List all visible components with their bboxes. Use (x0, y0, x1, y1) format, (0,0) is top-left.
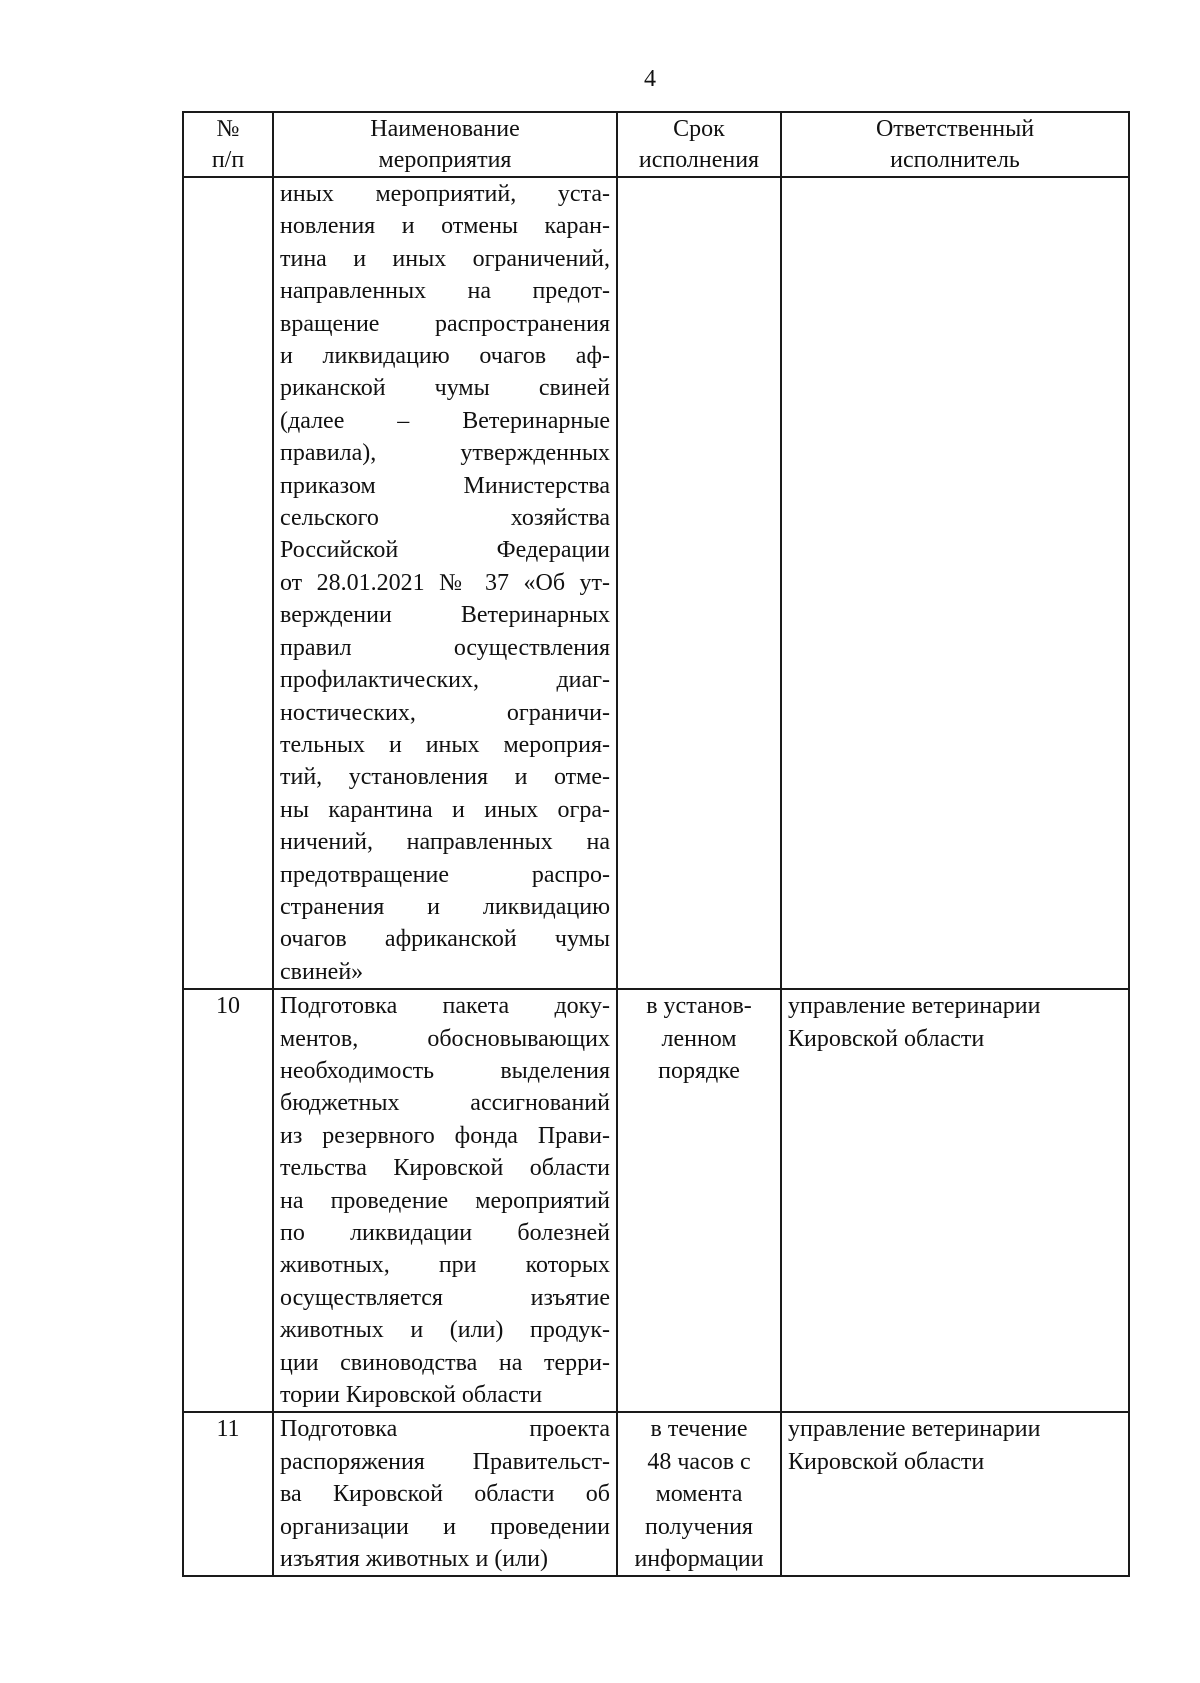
measure-name-line: новления и отмены каран- (280, 213, 610, 240)
deadline (617, 177, 781, 989)
measure-name (273, 177, 617, 989)
row-number (183, 177, 273, 989)
measure-name-line: тельства Кировской области (280, 1155, 610, 1182)
deadline-line: в установ- (646, 993, 752, 1020)
table-row (183, 989, 1129, 1412)
measure-name (273, 989, 617, 1412)
page-number: 4 (644, 66, 656, 92)
measure-name-line: приказом Министерства (280, 472, 610, 499)
measure-name-line: по ликвидации болезней (280, 1220, 610, 1246)
header-term-line: Срок (673, 116, 725, 142)
measure-name-line: странения и ликвидацию (280, 893, 610, 920)
measure-name-line: тории Кировской области (280, 1382, 543, 1409)
measure-name-line: профилактических, диаг- (280, 667, 610, 694)
deadline (617, 1412, 781, 1576)
table-header-row (183, 112, 1129, 177)
measure-name-line: необходимость выделения (280, 1057, 610, 1084)
deadline-line: момента (655, 1481, 743, 1508)
responsible-executor (781, 989, 1129, 1412)
measure-name-line: правила), утвержденных (280, 440, 610, 467)
measure-name-line: сельского хозяйства (280, 505, 610, 532)
measure-name-line: тельных и иных мероприя- (280, 731, 610, 758)
measure-name-line: ностических, ограничи- (280, 699, 610, 726)
responsible-executor-line: Кировской области (788, 1448, 985, 1475)
header-name-line: мероприятия (378, 147, 512, 173)
measure-name-line: животных, при которых (280, 1252, 610, 1279)
header-number-line: № (216, 116, 240, 142)
measure-name-line: Подготовка проекта (280, 1416, 610, 1443)
deadline-line: информации (634, 1546, 764, 1573)
deadline-line: ленном (661, 1025, 737, 1052)
measure-name-line: ментов, обосновывающих (280, 1025, 610, 1052)
responsible-executor-line: управление ветеринарии (788, 1416, 1041, 1443)
measure-name-line: (далее – Ветеринарные (280, 407, 610, 434)
measure-name-line: изъятия животных и (или) (280, 1546, 548, 1573)
measure-name-line: ции свиноводства на терри- (280, 1349, 610, 1376)
measure-name-line: от 28.01.2021 № 37 «Об ут- (280, 569, 610, 596)
responsible-executor-line: управление ветеринарии (788, 993, 1041, 1020)
measure-name-line: ны карантина и иных огра- (280, 796, 610, 823)
measure-name-line: предотвращение распро- (280, 861, 610, 888)
measure-name-line: из резервного фонда Прави- (280, 1122, 610, 1149)
header-responsible-line: исполнитель (890, 147, 1020, 173)
header-number (183, 112, 273, 177)
measure-name-line: иных мероприятий, уста- (280, 181, 610, 207)
header-responsible-line: Ответственный (875, 116, 1035, 142)
table-row (183, 1412, 1129, 1576)
measure-name-line: Российской Федерации (280, 537, 610, 564)
measure-name (273, 1412, 617, 1576)
header-number-line: п/п (211, 147, 245, 173)
measure-name-line: осуществляется изъятие (280, 1284, 610, 1311)
responsible-executor-line: Кировской области (788, 1025, 985, 1052)
deadline-line: порядке (658, 1057, 740, 1084)
measure-name-line: верждении Ветеринарных (280, 602, 610, 629)
measure-name-line: распоряжения Правительст- (280, 1448, 610, 1475)
measure-name-line: животных и (или) продук- (280, 1317, 610, 1344)
measure-name-line: ва Кировской области об (280, 1481, 610, 1508)
responsible-executor (781, 1412, 1129, 1576)
measure-name-line: риканской чумы свиней (280, 375, 610, 402)
header-term (617, 112, 781, 177)
header-name-line: Наименование (370, 116, 520, 142)
deadline-line: в течение (650, 1416, 748, 1443)
responsible-executor (781, 177, 1129, 989)
row-number: 10 (183, 989, 273, 1412)
measure-name-line: тина и иных ограничений, (280, 245, 610, 272)
measure-name-line: ничений, направленных на (280, 829, 610, 856)
table-body (183, 177, 1129, 1576)
measure-name-line: правил осуществления (280, 634, 610, 661)
measure-name-line: и ликвидацию очагов аф- (280, 343, 610, 370)
header-term-line: исполнения (638, 147, 760, 173)
measures-table (182, 111, 1130, 1577)
measure-name-line: направленных на предот- (280, 278, 610, 305)
deadline-line: 48 часов с (647, 1448, 751, 1475)
measure-name-line: тий, установления и отме- (280, 764, 610, 791)
measure-name-line: очагов африканской чумы (280, 926, 610, 953)
table-row (183, 177, 1129, 989)
deadline-line: получения (645, 1513, 753, 1540)
row-number: 11 (183, 1412, 273, 1576)
measure-name-line: вращение распространения (280, 310, 610, 337)
header-responsible (781, 112, 1129, 177)
deadline (617, 989, 781, 1412)
header-name (273, 112, 617, 177)
measure-name-line: организации и проведении (280, 1513, 610, 1540)
measure-name-line: свиней» (280, 958, 364, 985)
measure-name-line: Подготовка пакета доку- (280, 993, 610, 1020)
measure-name-line: бюджетных ассигнований (280, 1090, 610, 1117)
measure-name-line: на проведение мероприятий (280, 1187, 610, 1214)
